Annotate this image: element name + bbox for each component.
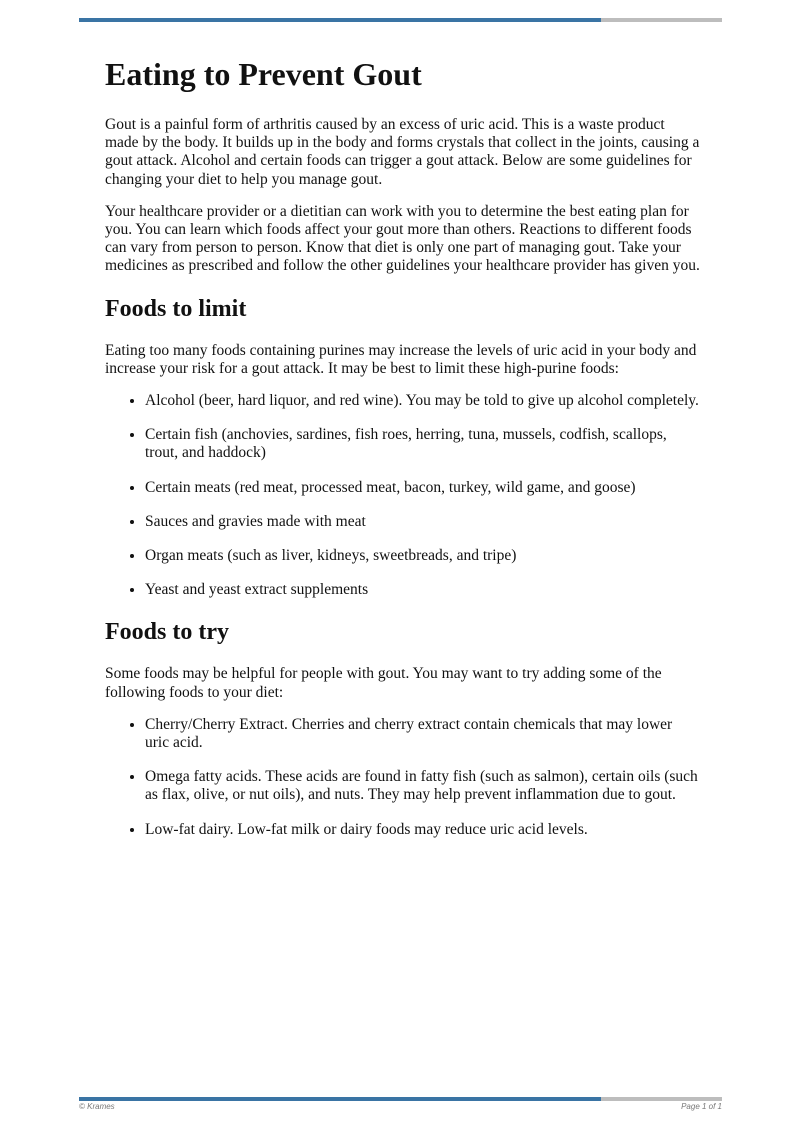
- top-rule-accent: [79, 18, 601, 22]
- document-body: [105, 52, 700, 855]
- list-item: • Certain meats (red meat, processed meat, bacon, turkey, wild game, and goose): [145, 479, 700, 497]
- limit-paragraph: Eating too many foods containing purines may increase the levels of uric acid in your body and increase your risk for a gout attack. It may be best to limit these high-purine foods:: [105, 341, 697, 377]
- list-item: • Sauces and gravies made with meat: [145, 513, 700, 531]
- page-footer: [79, 1102, 722, 1111]
- list-item: • Yeast and yeast extract supplements: [145, 581, 700, 599]
- list-item: • Certain fish (anchovies, sardines, fish roes, herring, tuna, mussels, codfish, scallops, trout, and haddock): [145, 426, 700, 462]
- intro-paragraph-2: Your healthcare provider or a dietitian can work with you to determine the best eating plan for you. You can learn which foods affect your gout more than others. Reactions to different foods can vary from person to person. Know that diet is only one part of managing gout. Take your medicines as prescribed and follow the other guidelines your healthcare provider has given you.: [105, 202, 700, 275]
- try-paragraph: Some foods may be helpful for people with gout. You may want to try adding some of the following foods to your diet:: [105, 665, 662, 701]
- bottom-rule-accent: [79, 1097, 601, 1101]
- top-rule: [79, 18, 722, 22]
- section-heading-try: Foods to try: [105, 619, 229, 646]
- page-title: Eating to Prevent Gout: [105, 56, 422, 92]
- list-item: • Organ meats (such as liver, kidneys, sweetbreads, and tripe): [145, 547, 700, 565]
- intro-paragraph-1: Gout is a painful form of arthritis caused by an excess of uric acid. This is a waste product made by the body. It builds up in the body and forms crystals that collect in the joints, causing a gout attack. Alcohol and certain foods can trigger a gout attack. Below are some guidelines for changing your diet to help you manage gout.: [105, 116, 700, 188]
- bottom-rule-gray: [601, 1097, 722, 1101]
- copyright-text: © Krames: [79, 1102, 115, 1111]
- list-item: • Omega fatty acids. These acids are found in fatty fish (such as salmon), certain oils (such as flax, olive, or nut oils), and nuts. They may help prevent inflammation due to gout.: [145, 768, 700, 804]
- top-rule-gray: [601, 18, 722, 22]
- page-number: Page 1 of 1: [681, 1102, 722, 1111]
- limit-list: [105, 392, 700, 599]
- list-item: • Alcohol (beer, hard liquor, and red wine). You may be told to give up alcohol completely.: [145, 392, 700, 410]
- try-list: [105, 716, 700, 839]
- section-heading-limit: Foods to limit: [105, 295, 247, 322]
- list-item: • Low-fat dairy. Low-fat milk or dairy foods may reduce uric acid levels.: [145, 821, 700, 839]
- bottom-rule: [79, 1097, 722, 1101]
- list-item: • Cherry/Cherry Extract. Cherries and cherry extract contain chemicals that may lower uric acid.: [145, 716, 700, 752]
